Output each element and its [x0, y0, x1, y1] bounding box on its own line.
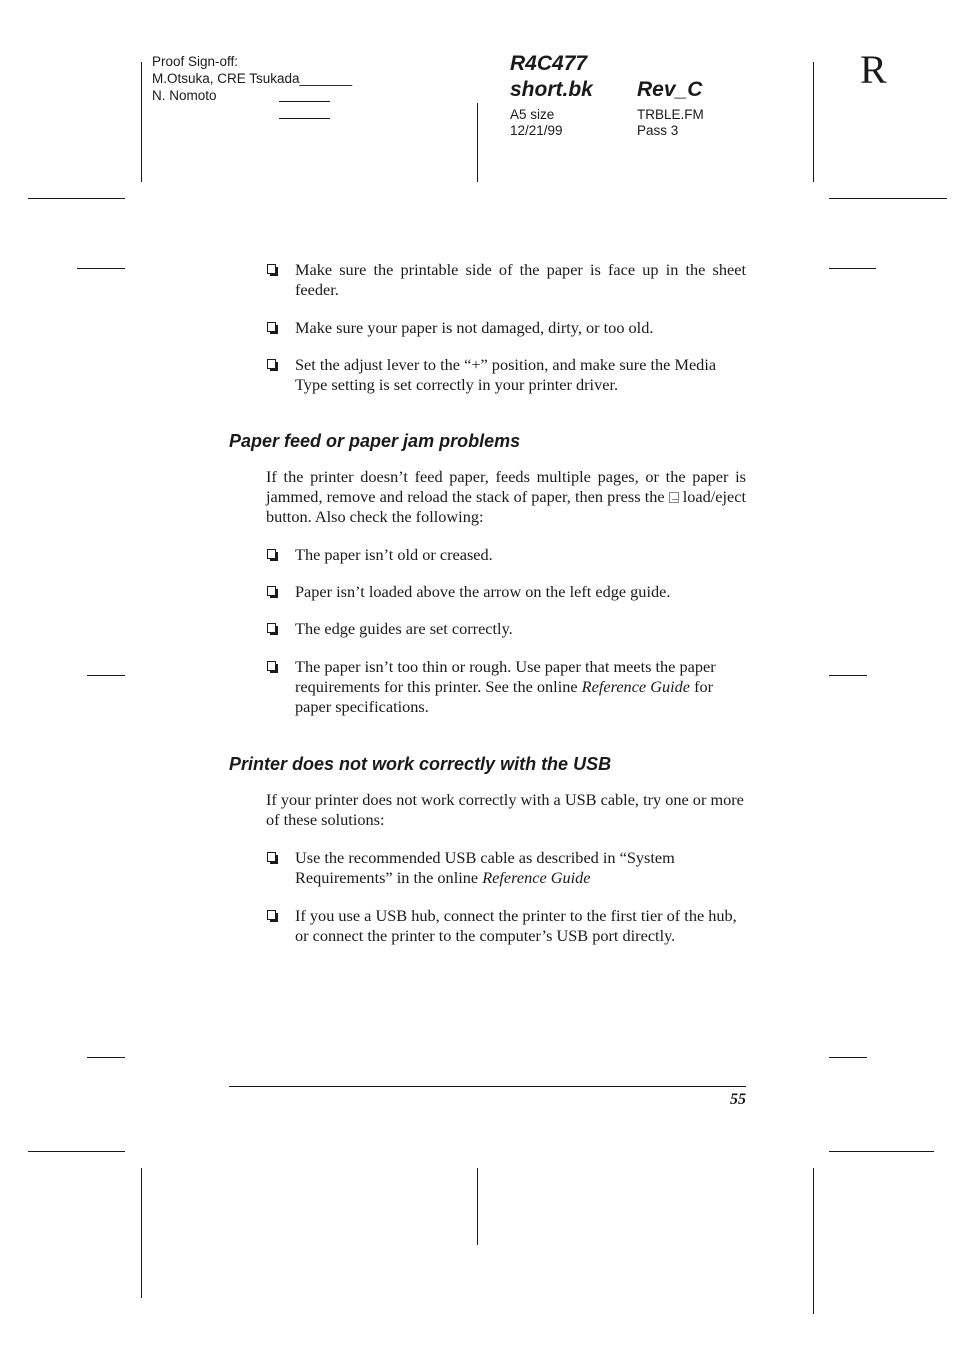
checkbox-bullet-icon: [267, 322, 276, 332]
main-content: [229, 260, 746, 946]
section-intro: If your printer does not work correctly with a USB cable, try one or more of these solutions:: [266, 790, 744, 829]
crop-mark: [829, 1057, 867, 1058]
proof-label: Proof Sign-off:: [152, 54, 239, 69]
crop-mark: [141, 1168, 142, 1298]
list-item: The edge guides are set correctly.: [229, 619, 746, 639]
proof-signoff: [152, 53, 352, 104]
crop-mark: [477, 1168, 478, 1245]
load-eject-icon: [669, 492, 679, 503]
list-item: The paper isn’t old or creased.: [229, 545, 746, 565]
footer-rule: [229, 1086, 746, 1087]
crop-mark: [141, 62, 142, 182]
crop-mark: [829, 198, 947, 199]
list-item: Use the recommended USB cable as described in “System Requirements” in the online Reference Guide: [229, 848, 746, 888]
checkbox-bullet-icon: [267, 910, 276, 920]
section-heading: Paper feed or paper jam problems: [229, 431, 521, 451]
proof-line-nomoto: N. Nomoto: [152, 88, 217, 103]
crop-mark: [77, 268, 125, 269]
paper-size: A5 size: [510, 107, 555, 122]
checkbox-bullet-icon: [267, 359, 276, 369]
page-number: 55: [730, 1091, 746, 1108]
reference-guide-title: Reference Guide: [482, 868, 591, 887]
list-item: The paper isn’t too thin or rough. Use paper that meets the paper requirements for this printer. See the online Reference Guide for paper specifications.: [229, 657, 746, 717]
checkbox-bullet-icon: [267, 623, 276, 633]
list-item: Paper isn’t loaded above the arrow on the left edge guide.: [229, 582, 746, 602]
section-heading: Printer does not work correctly with the USB: [229, 754, 612, 774]
checkbox-bullet-icon: [267, 852, 276, 862]
checkbox-bullet-icon: [267, 264, 276, 274]
crop-mark: [87, 1057, 125, 1058]
crop-mark: [829, 675, 867, 676]
checkbox-bullet-icon: [267, 661, 276, 671]
crop-mark: [28, 1151, 125, 1152]
crop-mark: [813, 1168, 814, 1314]
list-item: Make sure your paper is not damaged, dirty, or too old.: [229, 318, 746, 338]
section-letter: R: [860, 47, 887, 92]
list-item: If you use a USB hub, connect the printer to the first tier of the hub, or connect the printer to the computer’s USB port directly.: [229, 906, 746, 946]
crop-mark: [28, 198, 125, 199]
crop-mark: [829, 1151, 934, 1152]
crop-mark: [87, 675, 125, 676]
list-item: Make sure the printable side of the paper is face up in the sheet feeder.: [229, 260, 746, 300]
list-item: Set the adjust lever to the “+” position, and make sure the Media Type setting is set correctly in your printer driver.: [229, 355, 746, 395]
doc-code: R4C477: [510, 52, 588, 75]
checkbox-bullet-icon: [267, 586, 276, 596]
crop-mark: [477, 103, 478, 182]
pass-number: Pass 3: [637, 123, 679, 138]
file-name: TRBLE.FM: [637, 107, 704, 122]
file-date: 12/21/99: [510, 123, 563, 138]
checkbox-bullet-icon: [267, 549, 276, 559]
crop-mark: [829, 268, 876, 269]
reference-guide-title: Reference Guide: [581, 677, 691, 696]
book-name: short.bk: [510, 78, 593, 101]
section-intro: If the printer doesn’t feed paper, feeds multiple pages, or the paper is jammed, remove and reload the stack of paper, then press the load/eject button. Also check the following:: [266, 467, 746, 526]
proof-line-tsukada: M.Otsuka, CRE Tsukada_______: [152, 71, 353, 86]
revision: Rev_C: [637, 78, 703, 101]
crop-mark: [813, 62, 814, 182]
signature-blank: [279, 101, 330, 102]
signature-blank: [279, 118, 330, 119]
